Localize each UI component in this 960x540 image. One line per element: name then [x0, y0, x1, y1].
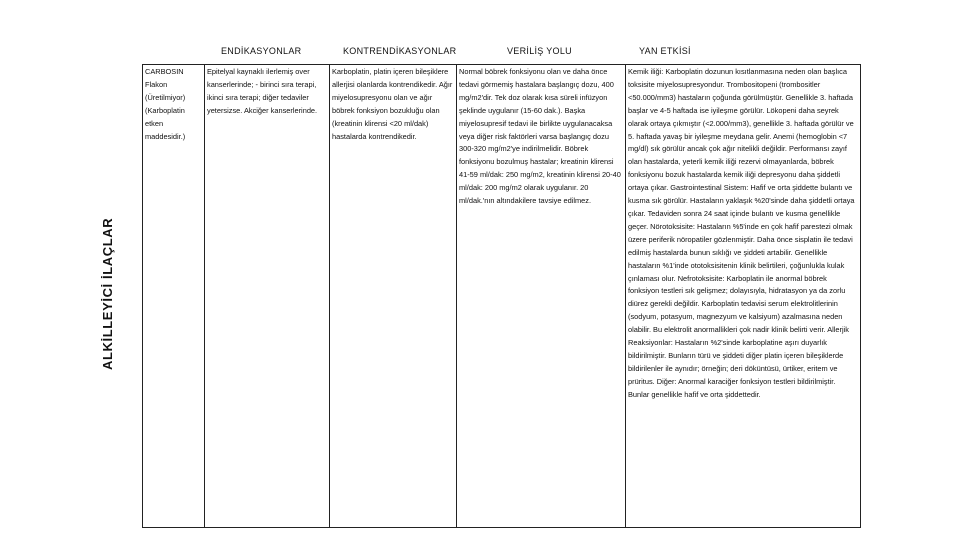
contraindications-cell: Karboplatin, platin içeren bileşiklere allerjisi olanlarda kontrendikedir. Ağır miyelosupresyonu olan ve ağır böbrek fonksiyon bozukluğu olan (kreatinin klirensi <20 ml/dak) hastalarda kontrendikedir. — [330, 65, 457, 528]
drug-name-cell: CARBOSIN Flakon (Üretilmiyor)(Karboplatin etken maddesidir.) — [143, 65, 205, 528]
header-contraindications: KONTRENDİKASYONLAR — [343, 46, 457, 56]
indications-cell: Epitelyal kaynaklı ilerlemiş over kanserlerinde; - birinci sıra terapi, ikinci sıra terapi; diğer tedaviler yetersizse. Akciğer kanserlerinde. — [205, 65, 330, 528]
table-row — [143, 65, 861, 528]
header-side-effects: YAN ETKİSİ — [639, 46, 691, 56]
route-cell: Normal böbrek fonksiyonu olan ve daha önce tedavi görmemiş hastalara başlangıç dozu, 400 mg/m2'dir. Tek doz olarak kısa süreli infüzyon şeklinde uygulanır (15-60 dak.). Başka miyelosupresif tedavi ile birlikte uygulanacaksa veya diğer risk faktörleri varsa başlangıç dozu 300-320 mg/m2'ye indirilmelidir. Böbrek fonksiyonu bozulmuş hastalar; kreatinin klirensi 41-59 ml/dak: 250 mg/m2, kreatinin klirensi 20-40 ml/dak: 200 mg/m2 olarak uygulanır. 20 ml/dak.'nın altındakilere tavsiye edilmez. — [457, 65, 626, 528]
header-indications: ENDİKASYONLAR — [221, 46, 302, 56]
category-label: ALKİLLEYİCİ İLAÇLAR — [100, 217, 115, 370]
header-route: VERİLİŞ YOLU — [507, 46, 572, 56]
side-effects-cell: Kemik iliği: Karboplatin dozunun kısıtlanmasına neden olan başlıca toksisite miyelosupresyondur. Trombositopeni (trombositler <50.000/mm3) hastaların çoğunda görülmüştür. Genellikle 3. haftada başlar ve 4-5 haftada ise iyileşme görülür. Lökopeni daha seyrek olarak ortaya çıkmıştır (<2.000/mm3), genellikle 3. haftada görülür ve 5. haftada yavaş bir iyileşme meydana gelir. Anemi (hemoglobin <7 mg/dl) sık görülür ancak çok ağır nitelikli değildir. Performansı zayıf olan hastalarda, yeterli kemik iliği rezervi olmayanlarda, böbrek fonksiyonu bozuk hastalarda kemik iliği depresyonu daha şiddetli ortaya çıkar. Gastrointestinal Sistem: Hafif ve orta şiddette bulantı ve kusma sık görülür. Hastaların yaklaşık %20'sinde daha şiddetli ortaya çıkar. Tedaviden sonra 24 saat içinde bulantı ve kusma genellikle geçer. Nörotoksisite: Hastaların %5'inde en çok hafif parestezi olmak üzere periferik nöropatiler gözlenmiştir. Daha önce sisplatin ile tedavi edilmiş hastalarda bunun sıklığı ve şiddeti artabilir. Genellikle hastaların %1'inde ototoksisitenin klinik belirtileri, çoğunlukla kulak çınlaması olur. Nefrotoksisite: Karboplatin ile anormal böbrek fonksiyon testleri sık gelişmez; dolayısıyla, hidratasyon ya da zorlu diürez gerekli değildir. Karboplatin tedavisi serum elektrolitlerinin (sodyum, potasyum, magnezyum ve kalsiyum) azalmasına neden olabilir. Bu elektrolit anormallikleri çok nadir klinik belirti verir. Allerjik Reaksiyonlar: Hastaların %2'sinde karboplatine aşırı duyarlık bildirilmiştir. Bunların türü ve şiddeti diğer platin içeren bileşiklerde bildirilenler ile aynıdır; örneğin; deri döküntüsü, ürtiker, eritem ve prüritus. Diğer: Anormal karaciğer fonksiyon testleri bildirilmiştir. Bunlar genellikle hafif ve orta şiddettedir. — [626, 65, 861, 528]
drug-table — [142, 64, 861, 528]
